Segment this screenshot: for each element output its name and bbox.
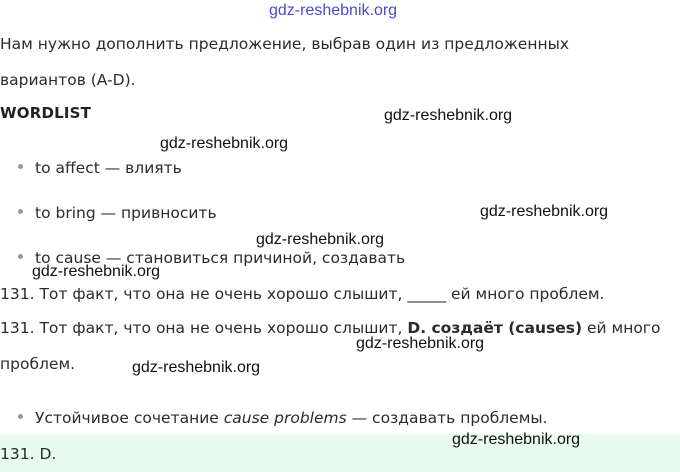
wordlist-heading: WORDLIST	[0, 104, 92, 122]
bullet-icon	[18, 164, 23, 169]
wordlist-item-text: to bring — привносить	[35, 204, 217, 222]
watermark: gdz-reshebnik.org	[32, 263, 161, 280]
intro-line-1: Нам нужно дополнить предложение, выбрав один из предложенных	[0, 35, 570, 53]
watermark: gdz-reshebnik.org	[480, 203, 609, 220]
task-sentence: 131. Тот факт, что она не очень хорошо слышит, _____ ей много проблем.	[0, 285, 605, 303]
solution-line-1	[0, 318, 660, 338]
watermark: gdz-reshebnik.org	[384, 107, 513, 124]
intro-line-2: вариантов (A-D).	[0, 71, 136, 89]
solution-text-before: 131. Тот факт, что она не очень хорошо слышит,	[0, 319, 408, 337]
bullet-icon	[18, 209, 23, 214]
solution-answer: D. создаёт (causes)	[407, 319, 583, 337]
wordlist-item	[18, 203, 217, 223]
note-before: Устойчивое сочетание	[35, 409, 224, 427]
note-item	[18, 408, 548, 428]
wordlist-item-text: to cause — становиться причиной, создавать	[35, 249, 406, 267]
note-after: — создавать проблемы.	[346, 409, 548, 427]
watermark: gdz-reshebnik.org	[356, 335, 485, 352]
watermark: gdz-reshebnik.org	[452, 431, 581, 448]
note-italic: cause problems	[223, 409, 347, 427]
bullet-icon	[18, 254, 23, 259]
watermark: gdz-reshebnik.org	[256, 231, 385, 248]
solution-line-2: проблем.	[0, 355, 76, 373]
wordlist-item	[18, 158, 182, 178]
watermark: gdz-reshebnik.org	[132, 359, 261, 376]
answer-text: 131. D.	[0, 445, 57, 463]
bullet-icon	[18, 414, 23, 419]
solution-text-after: ей много	[582, 319, 661, 337]
watermark-top: gdz-reshebnik.org	[269, 2, 398, 19]
watermark: gdz-reshebnik.org	[160, 135, 289, 152]
wordlist-item-text: to affect — влиять	[35, 159, 182, 177]
